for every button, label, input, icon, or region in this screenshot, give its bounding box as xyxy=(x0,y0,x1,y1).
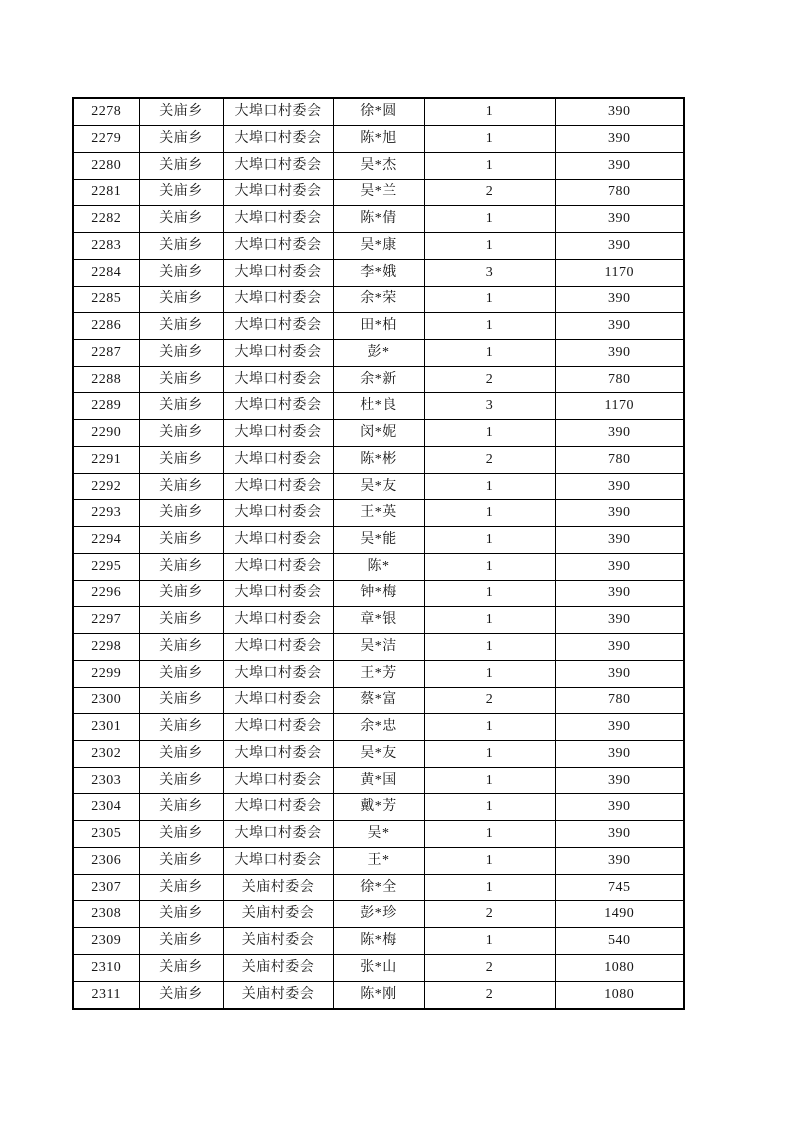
cell-name: 余*新 xyxy=(333,366,424,393)
cell-amount: 390 xyxy=(555,233,684,260)
cell-village: 大埠口村委会 xyxy=(223,847,333,874)
cell-serial: 2301 xyxy=(73,714,139,741)
cell-count: 1 xyxy=(424,313,555,340)
cell-amount: 1490 xyxy=(555,901,684,928)
cell-count: 1 xyxy=(424,340,555,367)
cell-amount: 390 xyxy=(555,847,684,874)
cell-amount: 390 xyxy=(555,206,684,233)
cell-amount: 540 xyxy=(555,928,684,955)
cell-amount: 390 xyxy=(555,714,684,741)
cell-amount: 390 xyxy=(555,553,684,580)
cell-village: 大埠口村委会 xyxy=(223,741,333,768)
cell-count: 1 xyxy=(424,286,555,313)
cell-count: 1 xyxy=(424,420,555,447)
cell-name: 闵*妮 xyxy=(333,420,424,447)
table-row xyxy=(73,928,684,955)
cell-village: 大埠口村委会 xyxy=(223,473,333,500)
cell-name: 余*荣 xyxy=(333,286,424,313)
cell-township: 关庙乡 xyxy=(139,152,223,179)
cell-count: 1 xyxy=(424,473,555,500)
cell-township: 关庙乡 xyxy=(139,420,223,447)
cell-count: 1 xyxy=(424,580,555,607)
cell-count: 1 xyxy=(424,233,555,260)
cell-name: 杜*良 xyxy=(333,393,424,420)
cell-village: 大埠口村委会 xyxy=(223,660,333,687)
cell-village: 大埠口村委会 xyxy=(223,446,333,473)
cell-name: 吴*兰 xyxy=(333,179,424,206)
cell-name: 吴*友 xyxy=(333,473,424,500)
table-row xyxy=(73,233,684,260)
cell-serial: 2294 xyxy=(73,527,139,554)
cell-count: 1 xyxy=(424,607,555,634)
cell-village: 大埠口村委会 xyxy=(223,794,333,821)
table-row xyxy=(73,714,684,741)
table-row xyxy=(73,660,684,687)
cell-township: 关庙乡 xyxy=(139,206,223,233)
cell-count: 3 xyxy=(424,393,555,420)
cell-count: 1 xyxy=(424,874,555,901)
cell-count: 1 xyxy=(424,821,555,848)
cell-village: 大埠口村委会 xyxy=(223,580,333,607)
table-body xyxy=(73,98,684,1009)
table-row xyxy=(73,954,684,981)
cell-township: 关庙乡 xyxy=(139,741,223,768)
cell-name: 陈* xyxy=(333,553,424,580)
cell-serial: 2285 xyxy=(73,286,139,313)
cell-serial: 2302 xyxy=(73,741,139,768)
table-row xyxy=(73,500,684,527)
cell-serial: 2310 xyxy=(73,954,139,981)
cell-village: 大埠口村委会 xyxy=(223,687,333,714)
cell-amount: 780 xyxy=(555,366,684,393)
table-row xyxy=(73,901,684,928)
cell-village: 大埠口村委会 xyxy=(223,98,333,126)
table-row xyxy=(73,874,684,901)
cell-name: 余*忠 xyxy=(333,714,424,741)
cell-name: 张*山 xyxy=(333,954,424,981)
cell-count: 2 xyxy=(424,687,555,714)
cell-count: 1 xyxy=(424,126,555,153)
cell-township: 关庙乡 xyxy=(139,527,223,554)
cell-amount: 390 xyxy=(555,313,684,340)
cell-township: 关庙乡 xyxy=(139,714,223,741)
cell-township: 关庙乡 xyxy=(139,553,223,580)
cell-serial: 2311 xyxy=(73,981,139,1009)
cell-amount: 390 xyxy=(555,527,684,554)
cell-village: 大埠口村委会 xyxy=(223,500,333,527)
cell-village: 大埠口村委会 xyxy=(223,126,333,153)
table-row xyxy=(73,527,684,554)
table-row xyxy=(73,420,684,447)
table-row xyxy=(73,126,684,153)
cell-name: 戴*芳 xyxy=(333,794,424,821)
cell-amount: 1170 xyxy=(555,259,684,286)
cell-count: 3 xyxy=(424,259,555,286)
cell-township: 关庙乡 xyxy=(139,259,223,286)
cell-serial: 2291 xyxy=(73,446,139,473)
cell-count: 1 xyxy=(424,741,555,768)
cell-township: 关庙乡 xyxy=(139,313,223,340)
cell-township: 关庙乡 xyxy=(139,954,223,981)
cell-amount: 1170 xyxy=(555,393,684,420)
cell-name: 陈*旭 xyxy=(333,126,424,153)
table-row xyxy=(73,607,684,634)
cell-serial: 2293 xyxy=(73,500,139,527)
cell-township: 关庙乡 xyxy=(139,179,223,206)
cell-serial: 2283 xyxy=(73,233,139,260)
cell-township: 关庙乡 xyxy=(139,473,223,500)
table-row xyxy=(73,98,684,126)
cell-serial: 2309 xyxy=(73,928,139,955)
table-row xyxy=(73,313,684,340)
cell-count: 2 xyxy=(424,179,555,206)
cell-township: 关庙乡 xyxy=(139,233,223,260)
cell-name: 陈*彬 xyxy=(333,446,424,473)
cell-name: 王*芳 xyxy=(333,660,424,687)
cell-township: 关庙乡 xyxy=(139,660,223,687)
cell-count: 2 xyxy=(424,954,555,981)
cell-serial: 2286 xyxy=(73,313,139,340)
cell-name: 王* xyxy=(333,847,424,874)
cell-count: 1 xyxy=(424,794,555,821)
cell-name: 吴*能 xyxy=(333,527,424,554)
cell-name: 黄*国 xyxy=(333,767,424,794)
cell-village: 关庙村委会 xyxy=(223,928,333,955)
cell-name: 王*英 xyxy=(333,500,424,527)
cell-village: 大埠口村委会 xyxy=(223,553,333,580)
cell-township: 关庙乡 xyxy=(139,340,223,367)
cell-serial: 2296 xyxy=(73,580,139,607)
cell-township: 关庙乡 xyxy=(139,500,223,527)
cell-village: 大埠口村委会 xyxy=(223,233,333,260)
cell-name: 田*柏 xyxy=(333,313,424,340)
table-row xyxy=(73,393,684,420)
cell-count: 1 xyxy=(424,767,555,794)
cell-township: 关庙乡 xyxy=(139,580,223,607)
cell-township: 关庙乡 xyxy=(139,874,223,901)
cell-name: 陈*梅 xyxy=(333,928,424,955)
cell-amount: 390 xyxy=(555,152,684,179)
cell-township: 关庙乡 xyxy=(139,767,223,794)
cell-serial: 2290 xyxy=(73,420,139,447)
cell-township: 关庙乡 xyxy=(139,286,223,313)
cell-township: 关庙乡 xyxy=(139,901,223,928)
cell-amount: 390 xyxy=(555,607,684,634)
table-row xyxy=(73,553,684,580)
cell-amount: 745 xyxy=(555,874,684,901)
cell-serial: 2289 xyxy=(73,393,139,420)
cell-count: 1 xyxy=(424,98,555,126)
cell-serial: 2287 xyxy=(73,340,139,367)
cell-amount: 390 xyxy=(555,634,684,661)
cell-village: 关庙村委会 xyxy=(223,874,333,901)
cell-village: 大埠口村委会 xyxy=(223,420,333,447)
cell-serial: 2306 xyxy=(73,847,139,874)
cell-amount: 1080 xyxy=(555,981,684,1009)
cell-count: 1 xyxy=(424,206,555,233)
cell-serial: 2299 xyxy=(73,660,139,687)
cell-name: 吴*友 xyxy=(333,741,424,768)
cell-village: 大埠口村委会 xyxy=(223,714,333,741)
table-row xyxy=(73,981,684,1009)
cell-village: 大埠口村委会 xyxy=(223,393,333,420)
cell-count: 1 xyxy=(424,634,555,661)
cell-amount: 780 xyxy=(555,446,684,473)
cell-name: 吴*康 xyxy=(333,233,424,260)
cell-township: 关庙乡 xyxy=(139,981,223,1009)
cell-count: 1 xyxy=(424,500,555,527)
cell-village: 大埠口村委会 xyxy=(223,767,333,794)
cell-village: 大埠口村委会 xyxy=(223,152,333,179)
table-row xyxy=(73,767,684,794)
table-row xyxy=(73,259,684,286)
cell-village: 大埠口村委会 xyxy=(223,259,333,286)
cell-count: 1 xyxy=(424,527,555,554)
cell-name: 吴*杰 xyxy=(333,152,424,179)
table-row xyxy=(73,687,684,714)
cell-amount: 390 xyxy=(555,98,684,126)
cell-township: 关庙乡 xyxy=(139,607,223,634)
cell-amount: 390 xyxy=(555,660,684,687)
cell-village: 大埠口村委会 xyxy=(223,607,333,634)
table-row xyxy=(73,206,684,233)
cell-serial: 2279 xyxy=(73,126,139,153)
cell-township: 关庙乡 xyxy=(139,393,223,420)
cell-name: 蔡*富 xyxy=(333,687,424,714)
cell-count: 1 xyxy=(424,553,555,580)
cell-amount: 390 xyxy=(555,286,684,313)
cell-amount: 390 xyxy=(555,473,684,500)
cell-serial: 2282 xyxy=(73,206,139,233)
cell-township: 关庙乡 xyxy=(139,446,223,473)
cell-amount: 780 xyxy=(555,179,684,206)
cell-serial: 2303 xyxy=(73,767,139,794)
cell-name: 李*娥 xyxy=(333,259,424,286)
cell-village: 大埠口村委会 xyxy=(223,286,333,313)
cell-amount: 390 xyxy=(555,340,684,367)
cell-serial: 2278 xyxy=(73,98,139,126)
cell-township: 关庙乡 xyxy=(139,98,223,126)
cell-serial: 2307 xyxy=(73,874,139,901)
cell-count: 2 xyxy=(424,446,555,473)
cell-serial: 2298 xyxy=(73,634,139,661)
cell-count: 1 xyxy=(424,714,555,741)
cell-amount: 390 xyxy=(555,580,684,607)
cell-village: 大埠口村委会 xyxy=(223,634,333,661)
table-row xyxy=(73,580,684,607)
cell-village: 大埠口村委会 xyxy=(223,313,333,340)
cell-name: 钟*梅 xyxy=(333,580,424,607)
cell-township: 关庙乡 xyxy=(139,847,223,874)
cell-amount: 390 xyxy=(555,821,684,848)
cell-name: 吴*洁 xyxy=(333,634,424,661)
cell-township: 关庙乡 xyxy=(139,928,223,955)
table-row xyxy=(73,741,684,768)
cell-township: 关庙乡 xyxy=(139,821,223,848)
cell-township: 关庙乡 xyxy=(139,634,223,661)
table-row xyxy=(73,366,684,393)
cell-count: 1 xyxy=(424,928,555,955)
table-row xyxy=(73,794,684,821)
cell-count: 2 xyxy=(424,901,555,928)
cell-township: 关庙乡 xyxy=(139,126,223,153)
table-row xyxy=(73,179,684,206)
cell-serial: 2280 xyxy=(73,152,139,179)
cell-amount: 390 xyxy=(555,500,684,527)
cell-village: 大埠口村委会 xyxy=(223,340,333,367)
cell-name: 章*银 xyxy=(333,607,424,634)
cell-township: 关庙乡 xyxy=(139,687,223,714)
beneficiary-table xyxy=(72,97,685,1010)
cell-serial: 2288 xyxy=(73,366,139,393)
table-row xyxy=(73,847,684,874)
cell-village: 大埠口村委会 xyxy=(223,821,333,848)
cell-name: 陈*刚 xyxy=(333,981,424,1009)
cell-village: 关庙村委会 xyxy=(223,954,333,981)
cell-serial: 2297 xyxy=(73,607,139,634)
cell-count: 1 xyxy=(424,847,555,874)
cell-serial: 2305 xyxy=(73,821,139,848)
cell-amount: 390 xyxy=(555,794,684,821)
table-row xyxy=(73,473,684,500)
cell-village: 关庙村委会 xyxy=(223,901,333,928)
cell-village: 大埠口村委会 xyxy=(223,366,333,393)
cell-township: 关庙乡 xyxy=(139,794,223,821)
cell-amount: 390 xyxy=(555,126,684,153)
table-row xyxy=(73,340,684,367)
cell-count: 1 xyxy=(424,152,555,179)
cell-count: 1 xyxy=(424,660,555,687)
cell-serial: 2284 xyxy=(73,259,139,286)
cell-amount: 780 xyxy=(555,687,684,714)
cell-serial: 2292 xyxy=(73,473,139,500)
cell-serial: 2308 xyxy=(73,901,139,928)
cell-village: 关庙村委会 xyxy=(223,981,333,1009)
cell-village: 大埠口村委会 xyxy=(223,527,333,554)
cell-village: 大埠口村委会 xyxy=(223,206,333,233)
table-row xyxy=(73,821,684,848)
cell-serial: 2281 xyxy=(73,179,139,206)
cell-serial: 2295 xyxy=(73,553,139,580)
cell-name: 徐*全 xyxy=(333,874,424,901)
table-row xyxy=(73,446,684,473)
cell-name: 吴* xyxy=(333,821,424,848)
cell-township: 关庙乡 xyxy=(139,366,223,393)
table-row xyxy=(73,286,684,313)
cell-name: 彭* xyxy=(333,340,424,367)
cell-amount: 390 xyxy=(555,741,684,768)
cell-amount: 1080 xyxy=(555,954,684,981)
cell-count: 2 xyxy=(424,981,555,1009)
cell-serial: 2304 xyxy=(73,794,139,821)
cell-amount: 390 xyxy=(555,420,684,447)
cell-count: 2 xyxy=(424,366,555,393)
cell-serial: 2300 xyxy=(73,687,139,714)
cell-amount: 390 xyxy=(555,767,684,794)
table-row xyxy=(73,152,684,179)
cell-name: 陈*倩 xyxy=(333,206,424,233)
cell-name: 徐*圆 xyxy=(333,98,424,126)
table-row xyxy=(73,634,684,661)
cell-name: 彭*珍 xyxy=(333,901,424,928)
cell-village: 大埠口村委会 xyxy=(223,179,333,206)
